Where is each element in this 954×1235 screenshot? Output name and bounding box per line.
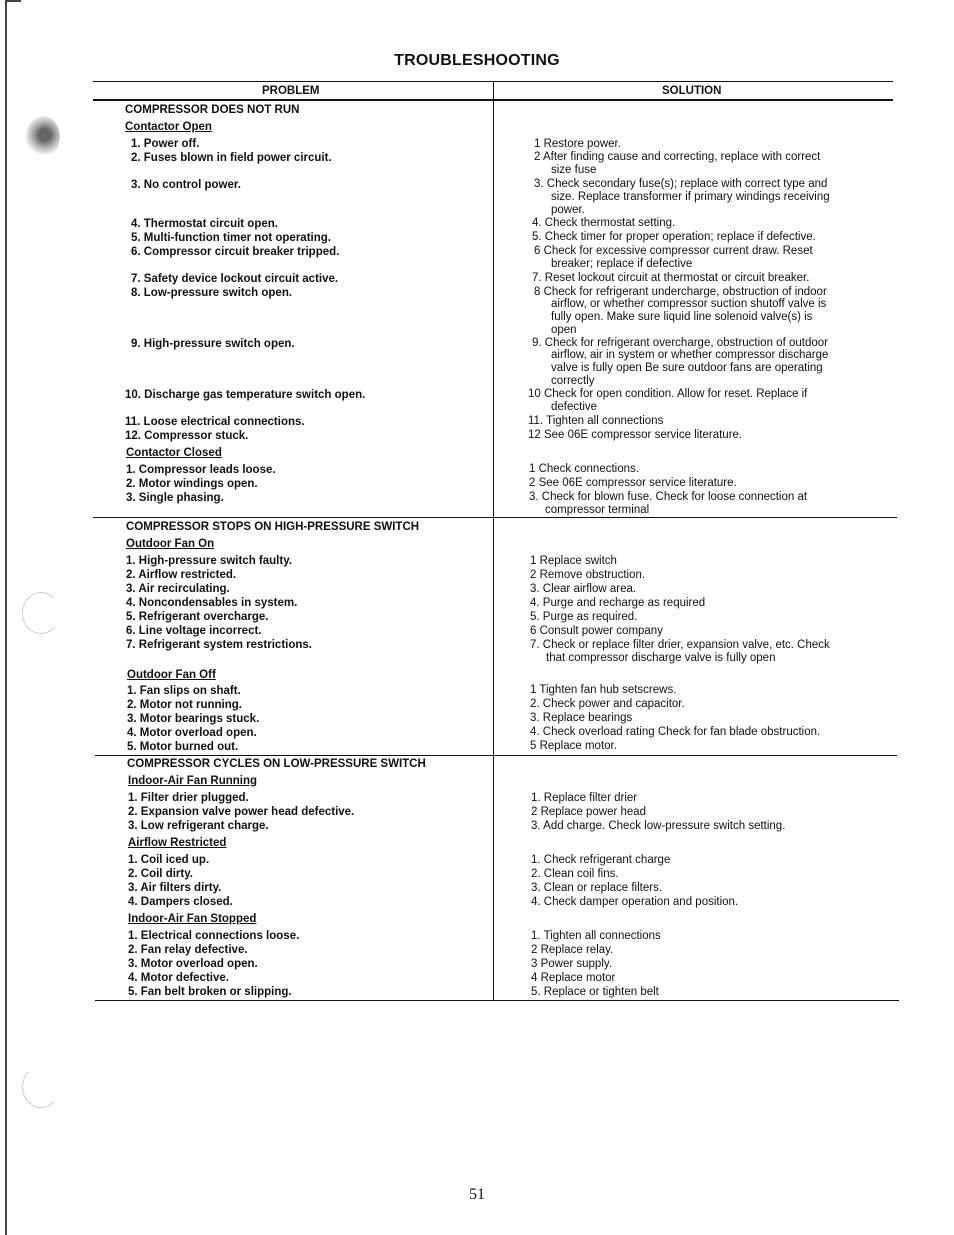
problem-item: 2. Fuses blown in field power circuit.	[131, 152, 332, 164]
problem-item: 5. Multi-function timer not operating.	[131, 232, 331, 244]
solution-item: power.	[551, 204, 585, 216]
problem-item: 9. High-pressure switch open.	[131, 338, 295, 350]
subsection-heading: Contactor Closed	[126, 447, 222, 459]
solution-item: correctly	[551, 375, 595, 387]
solution-item: 5. Check timer for proper operation; replace if defective.	[532, 231, 816, 243]
problem-item: 7. Refrigerant system restrictions.	[126, 639, 312, 651]
problem-item: 1. High-pressure switch faulty.	[126, 555, 292, 567]
problem-item: 3. Low refrigerant charge.	[128, 820, 269, 832]
solution-item: defective	[551, 401, 598, 413]
problem-item: 5. Fan belt broken or slipping.	[128, 986, 292, 998]
solution-item: 1. Tighten all connections	[531, 930, 661, 942]
problem-item: 2. Coil dirty.	[128, 868, 193, 880]
subsection-heading: Outdoor Fan On	[126, 538, 215, 550]
subsection-heading: Indoor-Air Fan Running	[128, 775, 258, 787]
solution-item: 4. Check overload rating Check for fan blade obstruction.	[530, 726, 821, 738]
solution-item: 12 See 06E compressor service literature.	[528, 429, 743, 441]
problem-item: 1. Filter drier plugged.	[128, 792, 249, 804]
subsection-heading: Contactor Open	[125, 121, 212, 133]
solution-column-header: SOLUTION	[662, 85, 722, 97]
solution-item: 1 Check connections.	[529, 463, 639, 475]
section-heading: COMPRESSOR CYCLES ON LOW-PRESSURE SWITCH	[127, 758, 426, 770]
problem-item: 1. Electrical connections loose.	[128, 930, 300, 942]
solution-item: size fuse	[551, 164, 597, 176]
solution-item: open	[551, 324, 577, 336]
page-number: 51	[469, 1186, 485, 1203]
section-heading: COMPRESSOR STOPS ON HIGH-PRESSURE SWITCH	[126, 521, 420, 533]
solution-item: 1 Restore power.	[534, 138, 621, 150]
solution-item: 4. Purge and recharge as required	[530, 597, 706, 609]
solution-item: airflow, air in system or whether compressor discharge	[551, 349, 829, 361]
subsection-heading: Airflow Restricted	[128, 837, 227, 849]
problem-item: 1. Compressor leads loose.	[126, 464, 276, 476]
problem-item: 7. Safety device lockout circuit active.	[131, 273, 339, 285]
problem-item: 5. Motor burned out.	[127, 741, 239, 753]
solution-item: 5. Replace or tighten belt	[531, 986, 659, 998]
solution-item: airflow, or whether compressor suction shutoff valve is	[551, 298, 827, 310]
problem-item: 1. Fan slips on shaft.	[127, 685, 241, 697]
problem-item: 3. Motor bearings stuck.	[127, 713, 260, 725]
problem-item: 6. Compressor circuit breaker tripped.	[131, 246, 340, 258]
solution-item: 4 Replace motor	[531, 972, 616, 984]
table-bottom-rule	[95, 1000, 899, 1001]
solution-item: 2. Check power and capacitor.	[530, 698, 685, 710]
solution-item: 7. Check or replace filter drier, expansion valve, etc. Check	[530, 639, 830, 651]
subsection-heading: Outdoor Fan Off	[127, 669, 216, 681]
solution-item: 3. Check for blown fuse. Check for loose connection at	[529, 491, 808, 503]
solution-item: 3. Clean or replace filters.	[531, 882, 663, 894]
section-rule	[95, 755, 897, 756]
problem-item: 2. Motor windings open.	[126, 478, 258, 490]
solution-item: 1. Check refrigerant charge	[531, 854, 671, 866]
problem-item: 10. Discharge gas temperature switch open.	[125, 389, 366, 401]
solution-item: that compressor discharge valve is fully open	[546, 652, 776, 664]
problem-item: 4. Noncondensables in system.	[126, 597, 298, 609]
solution-item: 2 Replace relay.	[531, 944, 614, 956]
subsection-heading: Indoor-Air Fan Stopped	[128, 913, 257, 925]
problem-item: 3. No control power.	[131, 179, 241, 191]
problem-item: 1. Coil iced up.	[128, 854, 210, 866]
solution-item: 3. Replace bearings	[530, 712, 633, 724]
section-heading: COMPRESSOR DOES NOT RUN	[125, 104, 300, 116]
solution-item: 8 Check for refrigerant undercharge, obstruction of indoor	[534, 286, 827, 298]
problem-item: 2. Airflow restricted.	[126, 569, 237, 581]
punch-hole-mark	[26, 116, 60, 158]
solution-item: 7. Reset lockout circuit at thermostat or circuit breaker.	[532, 272, 810, 284]
problem-item: 5. Refrigerant overcharge.	[126, 611, 269, 623]
punch-hole-mark	[22, 592, 60, 634]
solution-item: 5. Purge as required.	[530, 611, 638, 623]
problem-column-header: PROBLEM	[262, 85, 320, 97]
solution-item: breaker; replace if defective	[551, 258, 693, 270]
solution-item: valve is fully open Be sure outdoor fans are operating	[551, 362, 823, 374]
page-title: TROUBLESHOOTING	[394, 52, 560, 69]
problem-item: 2. Motor not running.	[127, 699, 242, 711]
problem-item: 3. Air filters dirty.	[128, 882, 222, 894]
solution-item: size. Replace transformer if primary windings receiving	[551, 191, 830, 203]
solution-item: 4. Check damper operation and position.	[531, 896, 739, 908]
solution-item: 3. Clear airflow area.	[530, 583, 637, 595]
solution-item: 4. Check thermostat setting.	[532, 217, 676, 229]
problem-item: 12. Compressor stuck.	[125, 430, 249, 442]
solution-item: 5 Replace motor.	[530, 740, 617, 752]
solution-item: 6 Check for excessive compressor current draw. Reset	[534, 245, 813, 257]
problem-item: 1. Power off.	[131, 138, 200, 150]
problem-item: 3. Motor overload open.	[128, 958, 258, 970]
problem-item: 4. Thermostat circuit open.	[131, 218, 278, 230]
solution-item: 2 After finding cause and correcting, replace with correct	[534, 151, 821, 163]
solution-item: 2 Remove obstruction.	[530, 569, 646, 581]
problem-item: 11. Loose electrical connections.	[125, 416, 305, 428]
problem-item: 3. Air recirculating.	[126, 583, 230, 595]
column-divider	[493, 82, 494, 1001]
solution-item: compressor terminal	[545, 504, 650, 516]
solution-item: fully open. Make sure liquid line solenoid valve(s) is	[551, 311, 813, 323]
problem-item: 4. Dampers closed.	[128, 896, 233, 908]
solution-item: 9. Check for refrigerant overcharge, obstruction of outdoor	[532, 337, 828, 349]
solution-item: 2 Replace power head	[531, 806, 647, 818]
solution-item: 1. Replace filter drier	[531, 792, 638, 804]
page-edge-left	[5, 0, 7, 1235]
solution-item: 10 Check for open condition. Allow for reset. Replace if	[528, 388, 808, 400]
solution-item: 3. Check secondary fuse(s); replace with correct type and	[534, 178, 828, 190]
solution-item: 2 See 06E compressor service literature.	[529, 477, 737, 489]
problem-item: 4. Motor overload open.	[127, 727, 257, 739]
problem-item: 3. Single phasing.	[126, 492, 224, 504]
solution-item: 1 Replace switch	[530, 555, 617, 567]
solution-item: 1 Tighten fan hub setscrews.	[530, 684, 677, 696]
punch-hole-mark	[22, 1066, 60, 1108]
solution-item: 3. Add charge. Check low-pressure switch setting.	[531, 820, 786, 832]
problem-item: 2. Fan relay defective.	[128, 944, 248, 956]
section-rule	[93, 517, 897, 518]
problem-item: 8. Low-pressure switch open.	[131, 287, 293, 299]
solution-item: 11. Tighten all connections	[528, 415, 664, 427]
page-edge-top	[5, 0, 21, 2]
problem-item: 6. Line voltage incorrect.	[126, 625, 262, 637]
solution-item: 2. Clean coil fins.	[531, 868, 619, 880]
solution-item: 3 Power supply.	[531, 958, 612, 970]
problem-item: 4. Motor defective.	[128, 972, 229, 984]
solution-item: 6 Consult power company	[530, 625, 663, 637]
problem-item: 2. Expansion valve power head defective.	[128, 806, 355, 818]
